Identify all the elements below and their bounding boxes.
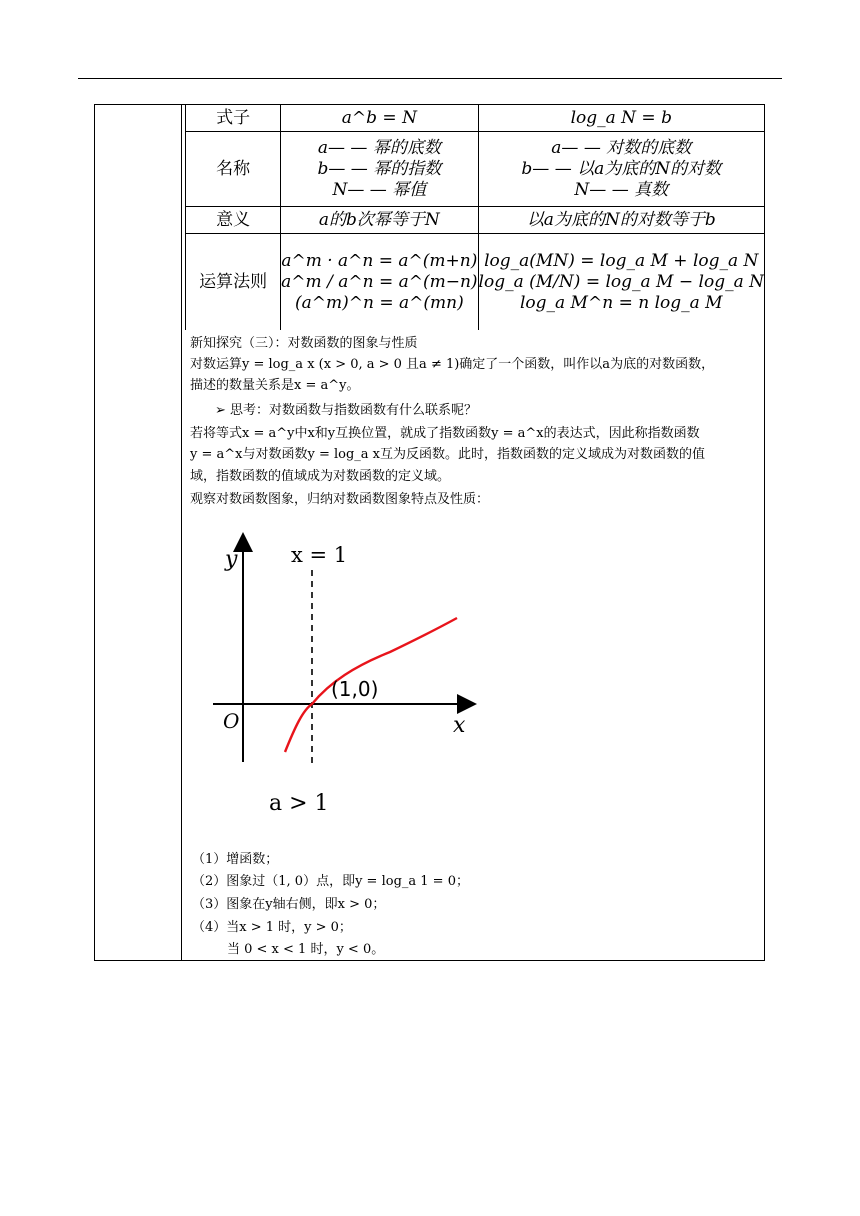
log-line: N— — 真数 bbox=[574, 179, 669, 200]
paragraph-line: 域，指数函数的值域成为对数函数的定义域。 bbox=[190, 469, 451, 484]
exp-line: b— — 幂的指数 bbox=[317, 158, 442, 179]
property-item: （4）当x > 1 时，y > 0； bbox=[192, 920, 352, 935]
section-heading: 新知探究（三）：对数函数的图象与性质 bbox=[190, 336, 418, 351]
header-rule bbox=[78, 78, 782, 79]
exp-line: (a^m)^n = a^(mn) bbox=[294, 292, 464, 313]
log-line: log_a(MN) = log_a M + log_a N bbox=[484, 250, 759, 271]
property-item: （1）增函数； bbox=[192, 852, 279, 867]
log-cell bbox=[478, 105, 764, 132]
log-line: log_a (M/N) = log_a M − log_a N bbox=[478, 271, 764, 292]
exp-cell bbox=[281, 132, 478, 207]
exp-cell bbox=[281, 234, 478, 331]
paragraph-line: 观察对数函数图象，归纳对数函数图象特点及性质： bbox=[190, 492, 490, 507]
condition-label: a > 1 bbox=[269, 791, 329, 816]
property-item: 当 0 < x < 1 时，y < 0。 bbox=[227, 942, 385, 957]
log-cell bbox=[478, 132, 764, 207]
table-row bbox=[186, 105, 765, 132]
property-item: （2）图象过（1, 0）点，即y = log_a 1 = 0； bbox=[192, 874, 469, 889]
exp-line: a^m · a^n = a^(m+n) bbox=[281, 250, 478, 271]
thinking-question: ➢ 思考：对数函数与指数函数有什么联系呢？ bbox=[215, 403, 478, 418]
log-line: log_a M^n = n log_a M bbox=[519, 292, 723, 313]
log-line: log_a N = b bbox=[570, 107, 672, 128]
paragraph-line: 对数运算y = log_a x (x > 0, a > 0 且a ≠ 1)确定了一个函数，叫作以a为底的对数函数， bbox=[190, 357, 715, 372]
table-row bbox=[186, 234, 765, 331]
table-row bbox=[186, 207, 765, 234]
x-axis-label: x bbox=[453, 713, 466, 738]
log-function-graph bbox=[195, 532, 475, 832]
exp-cell bbox=[281, 207, 478, 234]
origin-label: O bbox=[223, 709, 240, 733]
table-row bbox=[186, 132, 765, 207]
left-column bbox=[95, 105, 182, 960]
exp-cell bbox=[281, 105, 478, 132]
exp-line: a— — 幂的底数 bbox=[317, 137, 441, 158]
log-line: a— — 对数的底数 bbox=[551, 137, 692, 158]
paragraph-line: y = a^x与对数函数y = log_a x互为反函数。此时，指数函数的定义域成为对数函数的值 bbox=[190, 447, 705, 462]
point-label: (1,0) bbox=[331, 677, 379, 701]
row-label: 名称 bbox=[186, 132, 281, 207]
row-label: 运算法则 bbox=[186, 234, 281, 331]
exp-line: a^b = N bbox=[341, 107, 417, 128]
log-cell bbox=[478, 234, 764, 331]
y-axis-label: y bbox=[225, 547, 238, 572]
exp-log-comparison-table bbox=[185, 104, 765, 330]
row-label: 意义 bbox=[186, 207, 281, 234]
log-cell bbox=[478, 207, 764, 234]
paragraph-line: 描述的数量关系是x = a^y。 bbox=[190, 378, 360, 393]
exp-line: a^m / a^n = a^(m−n) bbox=[281, 271, 478, 292]
graph-svg bbox=[195, 532, 475, 832]
exp-line: a的b次幂等于N bbox=[318, 209, 440, 230]
asymptote-label: x = 1 bbox=[291, 543, 348, 567]
property-item: （3）图象在y轴右侧，即x > 0； bbox=[192, 897, 386, 912]
exp-line: N— — 幂值 bbox=[332, 179, 427, 200]
row-label: 式子 bbox=[186, 105, 281, 132]
paragraph-line: 若将等式x = a^y中x和y互换位置，就成了指数函数y = a^x的表达式，因此称指数函数 bbox=[190, 426, 700, 441]
log-line: 以a为底的N的对数等于b bbox=[526, 209, 716, 230]
log-line: b— — 以a为底的N的对数 bbox=[521, 158, 722, 179]
